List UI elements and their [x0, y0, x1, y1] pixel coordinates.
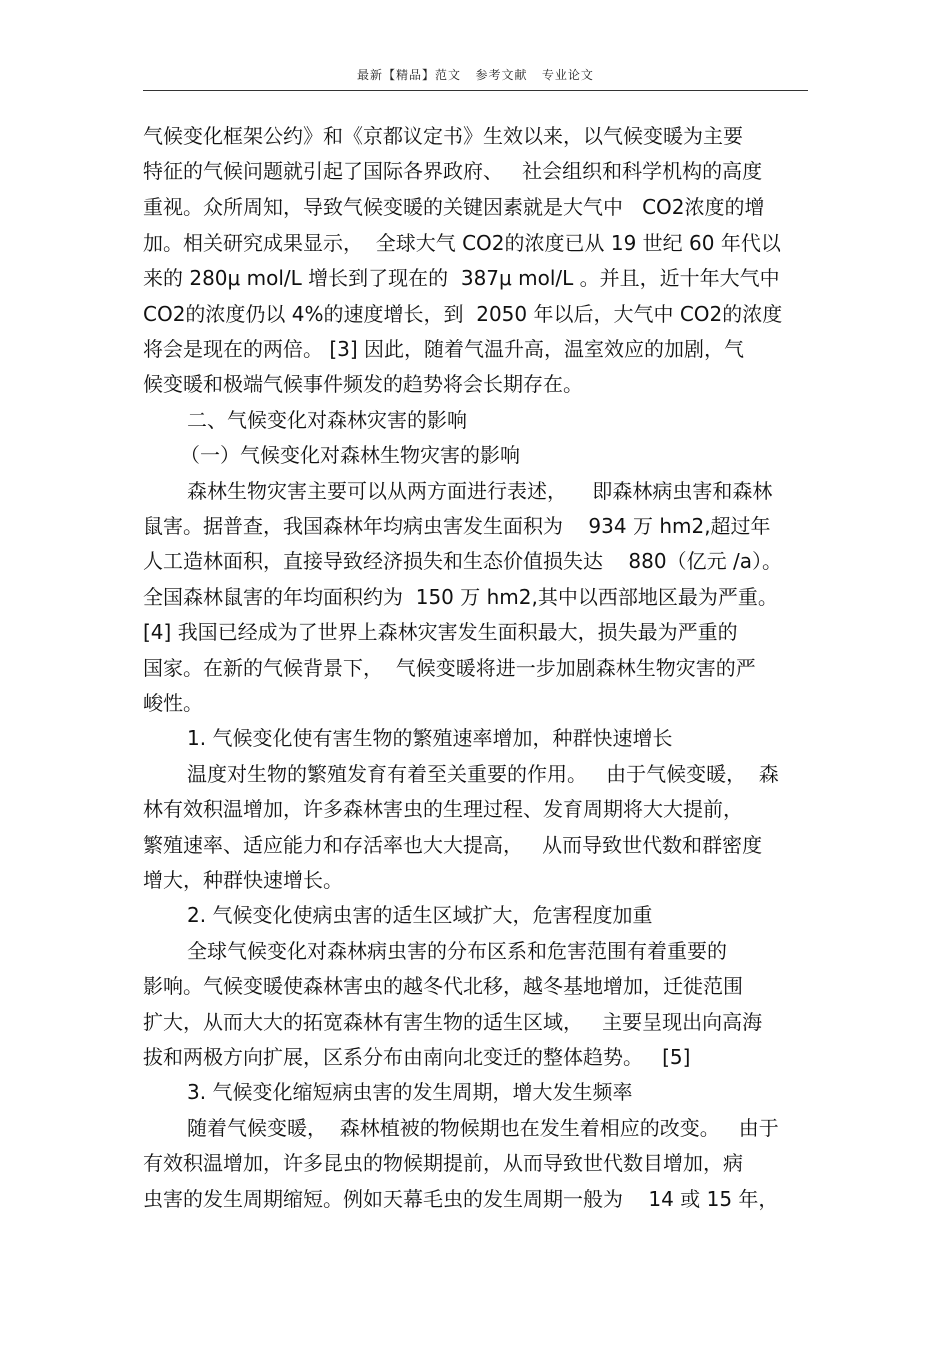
paragraph-line: [4] 我国已经成为了世界上森林灾害发生面积最大，损失最为严重的: [143, 620, 738, 644]
paragraph-line: 拔和两极方向扩展，区系分布由南向北变迁的整体趋势。 [5]: [143, 1045, 691, 1069]
point-heading: 2. 气候变化使病虫害的适生区域扩大，危害程度加重: [187, 903, 653, 927]
paragraph-line: 来的 280μ mol/L 增长到了现在的 387μ mol/L 。并且，近十年大气中: [143, 266, 780, 290]
paragraph-line: CO2的浓度仍以 4%的速度增长，到 2050 年以后，大气中 CO2的浓度: [143, 302, 783, 326]
section-heading: 二、气候变化对森林灾害的影响: [187, 408, 467, 432]
header-divider: [143, 90, 808, 91]
paragraph-line: 扩大，从而大大的拓宽森林有害生物的适生区域， 主要呈现出向高海: [143, 1010, 763, 1034]
paragraph-line: 影响。气候变暖使森林害虫的越冬代北移，越冬基地增加，迁徙范围: [143, 974, 743, 998]
paragraph-line: 全国森林鼠害的年均面积约为 150 万 hm2,其中以西部地区最为严重。: [143, 585, 778, 609]
paragraph-line: 候变暖和极端气候事件频发的趋势将会长期存在。: [143, 372, 583, 396]
paragraph-line: 特征的气候问题就引起了国际各界政府、 社会组织和科学机构的高度: [143, 159, 763, 183]
paragraph-line: 国家。在新的气候背景下， 气候变暖将进一步加剧森林生物灾害的严: [143, 656, 756, 680]
paragraph-line: 加。相关研究成果显示， 全球大气 CO2的浓度已从 19 世纪 60 年代以: [143, 231, 781, 255]
point-heading: 3. 气候变化缩短病虫害的发生周期，增大发生频率: [187, 1080, 633, 1104]
paragraph-line: 有效积温增加，许多昆虫的物候期提前，从而导致世代数目增加，病: [143, 1151, 743, 1175]
paragraph-line: 森林生物灾害主要可以从两方面进行表述， 即森林病虫害和森林: [187, 479, 773, 503]
paragraph-line: 增大，种群快速增长。: [143, 868, 343, 892]
paragraph-line: 峻性。: [143, 691, 203, 715]
paragraph-line: 温度对生物的繁殖发育有着至关重要的作用。 由于气候变暖， 森: [187, 762, 779, 786]
page-header: 最新【精品】范文 参考文献 专业论文: [357, 68, 594, 82]
paragraph-line: 将会是现在的两倍。 [3] 因此，随着气温升高，温室效应的加剧，气: [143, 337, 745, 361]
paragraph-line: 随着气候变暖， 森林植被的物候期也在发生着相应的改变。 由于: [187, 1116, 779, 1140]
paragraph-line: 重视。众所周知，导致气候变暖的关键因素就是大气中 CO2浓度的增: [143, 195, 765, 219]
point-heading: 1. 气候变化使有害生物的繁殖速率增加，种群快速增长: [187, 726, 673, 750]
paragraph-line: 气候变化框架公约》和《京都议定书》生效以来，以气候变暖为主要: [143, 124, 743, 148]
paragraph-line: 全球气候变化对森林病虫害的分布区系和危害范围有着重要的: [187, 939, 727, 963]
paragraph-line: 繁殖速率、适应能力和存活率也大大提高， 从而导致世代数和群密度: [143, 833, 763, 857]
subsection-heading: （一）气候变化对森林生物灾害的影响: [180, 443, 520, 467]
paragraph-line: 虫害的发生周期缩短。例如天幕毛虫的发生周期一般为 14 或 15 年，: [143, 1187, 779, 1211]
paragraph-line: 林有效积温增加，许多森林害虫的生理过程、发育周期将大大提前，: [143, 797, 743, 821]
paragraph-line: 鼠害。据普查，我国森林年均病虫害发生面积为 934 万 hm2,超过年: [143, 514, 771, 538]
paragraph-line: 人工造林面积，直接导致经济损失和生态价值损失达 880（亿元 /a）。: [143, 549, 782, 573]
